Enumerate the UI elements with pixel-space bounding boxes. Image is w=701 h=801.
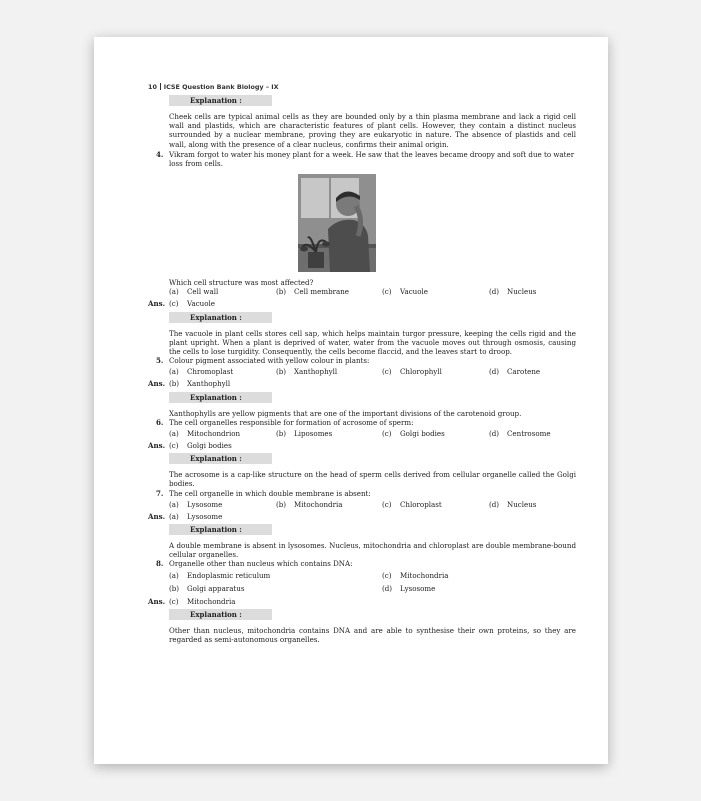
book-title: ICSE Question Bank Biology – IX: [163, 83, 279, 91]
option-a: (a) Chromoplast: [169, 367, 234, 377]
book-page: [94, 37, 608, 764]
illustration-image: [298, 174, 376, 272]
question-number: 4.: [156, 149, 164, 159]
explanation-heading: Explanation :: [169, 609, 272, 620]
explanation-text: The vacuole in plant cells stores cell sap, which helps maintain turgor pressure, keeping the cells rigid and the plant upright. When a plant is deprived of water, water from the vacuole moves out through osmosis, causing the cells to lose turgidity. Consequently, the cells become flaccid, and the leaves start to droop.: [169, 328, 576, 357]
option-c: (c) Chlorophyll: [382, 367, 442, 377]
option-d: (d) Carotene: [489, 367, 541, 377]
explanation-heading: Explanation :: [169, 312, 272, 323]
option-a: (a) Endoplasmic reticulum: [169, 570, 271, 580]
option-b: (b) Mitochondria: [276, 499, 343, 509]
options-row: [169, 429, 576, 439]
option-d: (d) Nucleus: [489, 499, 537, 509]
answer: Ans. (a) Lysosome: [148, 511, 223, 521]
options-row: [169, 367, 576, 377]
explanation-text: Other than nucleus, mitochondria contains DNA and are able to synthesise their own proteins, so they are regarded as semi-autonomous organelles.: [169, 625, 576, 645]
option-c: (c) Golgi bodies: [382, 429, 445, 439]
option-a: (a) Mitochondrion: [169, 429, 241, 439]
question-text: The cell organelle in which double membrane is absent:: [169, 488, 371, 498]
page-header: [148, 83, 279, 91]
question-followup: Which cell structure was most affected?: [169, 278, 314, 288]
option-a: (a) Lysosome: [169, 499, 223, 509]
question-6: 6. The cell organelles responsible for formation of acrosome of sperm:: [156, 417, 414, 427]
question-4: [148, 150, 576, 168]
answer: Ans. (c) Golgi bodies: [148, 441, 232, 451]
explanation-text: Xanthophylls are yellow pigments that are one of the important divisions of the carotenoid group.: [169, 408, 522, 418]
option-d: (d) Centrosome: [489, 429, 551, 439]
answer: Ans. (c) Mitochondria: [148, 596, 236, 606]
explanation-heading: Explanation :: [169, 95, 272, 106]
page-number: 10: [148, 83, 157, 91]
option-b: (b) Golgi apparatus: [169, 583, 245, 593]
option-c: (c) Chloroplast: [382, 499, 442, 509]
explanation-text: Cheek cells are typical animal cells as they are bounded only by a thin plasma membrane and lack a rigid cell wall and plastids, which are characteristic features of plant cells. However, they contain a distinct nucleus surrounded by a nuclear membrane, proving they are eukaryotic in nature. The absence of plastids and cell wall, along with the presence of a clear nucleus, confirms their animal origin.: [169, 112, 576, 149]
explanation-heading: Explanation :: [169, 453, 272, 464]
vikram-plant-illustration: [298, 174, 376, 272]
option-c: (c) Mitochondria: [382, 570, 449, 580]
answer: Ans. (b) Xanthophyll: [148, 379, 231, 389]
options-row: [169, 287, 576, 297]
question-text: Colour pigment associated with yellow colour in plants:: [169, 356, 370, 366]
options-row: [169, 500, 576, 510]
option-d: (d) Nucleus: [489, 287, 537, 297]
question-text: Vikram forgot to water his money plant for a week. He saw that the leaves became droopy and soft due to water loss from cells.: [169, 149, 575, 169]
options-row: [169, 571, 576, 581]
option-b: (b) Liposomes: [276, 429, 333, 439]
option-a: (a) Cell wall: [169, 287, 219, 297]
question-text: Organelle other than nucleus which contains DNA:: [169, 559, 353, 569]
option-d: (d) Lysosome: [382, 583, 436, 593]
question-8: 8. Organelle other than nucleus which contains DNA:: [156, 559, 353, 569]
question-7: 7. The cell organelle in which double membrane is absent:: [156, 488, 371, 498]
explanation-heading: Explanation :: [169, 392, 272, 403]
option-b: (b) Cell membrane: [276, 287, 349, 297]
explanation-heading: Explanation :: [169, 524, 272, 535]
explanation-text: A double membrane is absent in lysosomes. Nucleus, mitochondria and chloroplast are double membrane-bound cellular organelles.: [169, 541, 576, 560]
question-text: The cell organelles responsible for formation of acrosome of sperm:: [169, 417, 414, 427]
option-b: (b) Xanthophyll: [276, 367, 338, 377]
answer: Ans. (c) Vacuole: [148, 299, 215, 309]
explanation-text: The acrosome is a cap-like structure on the head of sperm cells derived from cellular organelle called the Golgi bodies.: [169, 470, 576, 489]
option-c: (c) Vacuole: [382, 287, 428, 297]
question-5: 5. Colour pigment associated with yellow colour in plants:: [156, 356, 370, 366]
options-row: [169, 584, 576, 594]
page-content: [148, 95, 576, 644]
header-divider: [160, 83, 161, 90]
